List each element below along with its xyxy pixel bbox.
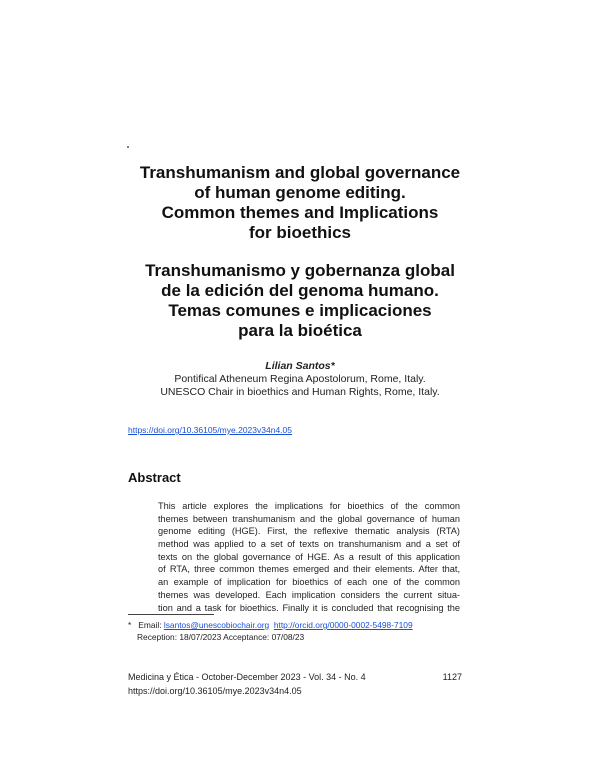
footer-line <box>128 670 462 684</box>
footnote-divider <box>128 614 214 615</box>
title-spanish-line: de la edición del genoma humano. <box>161 281 439 300</box>
title-spanish <box>110 261 490 341</box>
footer-doi: https://doi.org/10.36105/mye.2023v34n4.05 <box>128 686 302 696</box>
abstract-line: This article explores the implications for bioethics of the common <box>158 501 460 511</box>
abstract-body <box>158 500 460 614</box>
footer-page-number: 1127 <box>442 672 462 682</box>
title-spanish-line: Temas comunes e implicaciones <box>168 301 432 320</box>
footer-journal: Medicina y Ética - October-December 2023 - Vol. 34 - No. 4 <box>128 672 366 682</box>
doi-link[interactable]: https://doi.org/10.36105/mye.2023v34n4.05 <box>128 425 292 435</box>
page-footer <box>128 670 462 698</box>
title-english <box>110 163 490 243</box>
abstract-line: an example of implication for bioethics of each one of the common <box>158 577 460 588</box>
email-link[interactable]: lsantos@unescobiochair.org <box>163 620 270 630</box>
title-english-line: of human genome editing. <box>194 183 406 202</box>
title-english-line: Common themes and Implications <box>161 203 439 222</box>
author-name: Lilian Santos* <box>265 360 335 372</box>
footnote-contact <box>128 619 413 631</box>
orcid-link[interactable]: http://orcid.org/0000-0002-5498-7109 <box>273 620 413 630</box>
reception-dates: Reception: 18/07/2023 Acceptance: 07/08/23 <box>137 632 305 642</box>
title-spanish-line: Transhumanismo y gobernanza global <box>145 261 455 280</box>
abstract-line: texts on the global governance of HGE. As a result of this application <box>158 551 460 562</box>
abstract-heading: Abstract <box>128 470 181 485</box>
author-affiliation: Pontifical Atheneum Regina Apostolorum, Rome, Italy. <box>174 373 426 385</box>
abstract-line: themes between transhumanism and the global governance of human <box>158 513 460 524</box>
abstract-line: of RTA, three common themes emerged and their elements. After that, <box>158 564 460 575</box>
stray-mark <box>127 146 129 148</box>
abstract-line: genome editing (HGE). First, the reflexive thematic analysis (RTA) <box>158 526 460 537</box>
author-block <box>110 360 490 399</box>
footnote-marker: * <box>128 620 132 630</box>
abstract-line: themes was developed. Each implication considers the current situa- <box>158 589 460 600</box>
email-label: Email: <box>138 620 162 630</box>
title-spanish-line: para la bioética <box>238 321 362 340</box>
abstract-line: method was applied to a set of texts on transhumanism and a set of <box>158 539 460 550</box>
abstract-line: tion and a task for bioethics. Finally it is concluded that recognising the <box>158 602 460 613</box>
title-english-line: for bioethics <box>248 223 351 242</box>
author-affiliation: UNESCO Chair in bioethics and Human Rights, Rome, Italy. <box>160 386 440 398</box>
title-english-line: Transhumanism and global governance <box>139 163 461 182</box>
footnote <box>128 619 413 643</box>
